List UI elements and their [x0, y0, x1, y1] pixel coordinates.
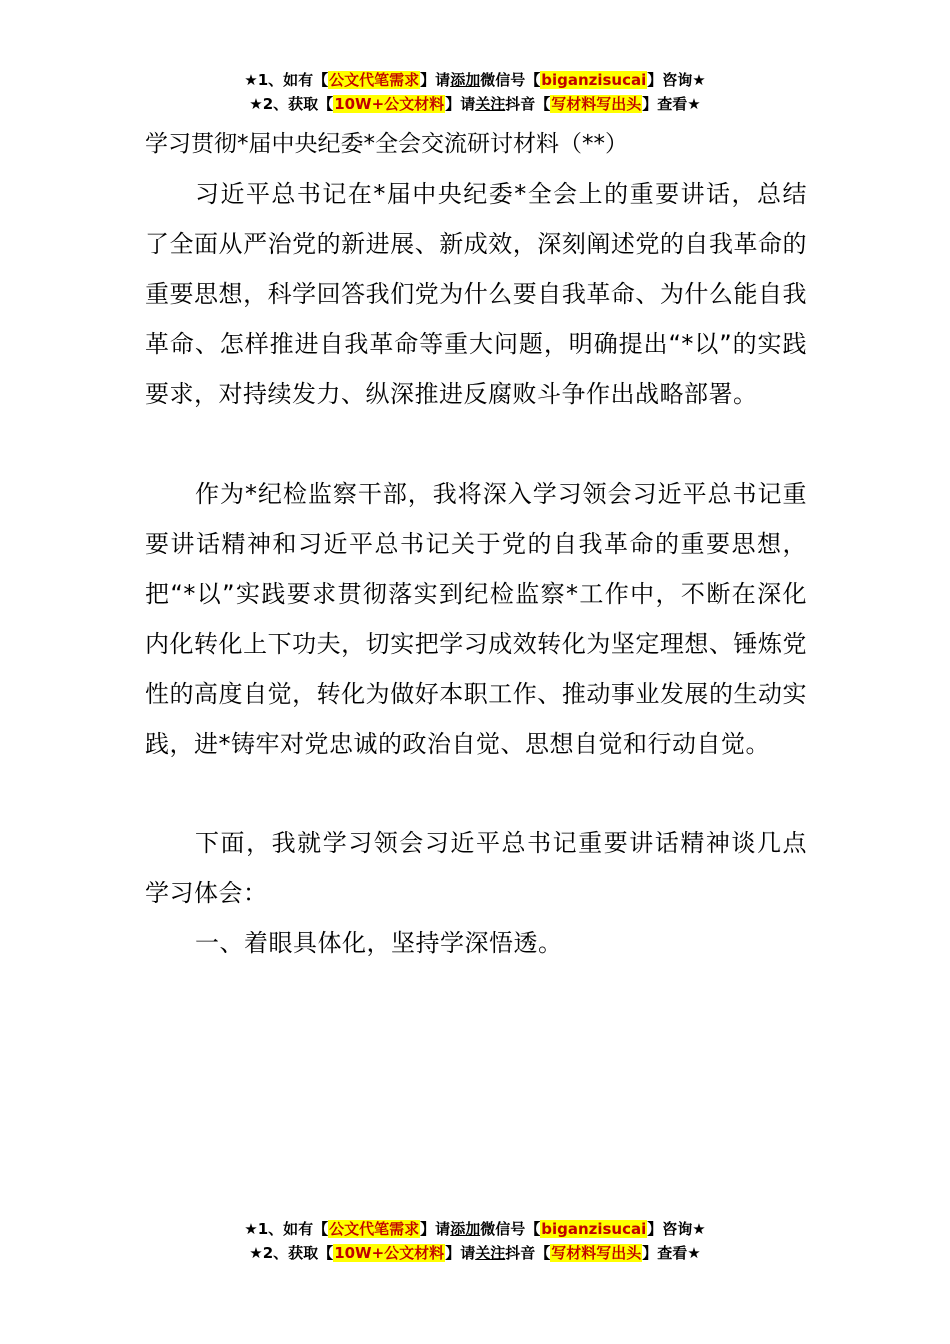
banner-douyin-id: 写材料写出头 — [551, 1244, 642, 1262]
banner-highlight: 10W+公文材料 — [334, 95, 445, 113]
banner-text: ★2、获取【 — [249, 1244, 334, 1262]
banner-text: 】咨询★ — [647, 1220, 706, 1238]
banner-line-2 — [0, 1241, 950, 1265]
banner-text: ★2、获取【 — [249, 95, 334, 113]
banner-line-1 — [0, 68, 950, 92]
banner-text: 】请 — [420, 1220, 451, 1238]
banner-text: 】查看★ — [642, 1244, 701, 1262]
banner-underline: 添加 — [450, 71, 481, 89]
document-title: 学习贯彻*届中央纪委*全会交流研讨材料（**） — [145, 131, 628, 157]
header-banner — [0, 68, 950, 116]
banner-wechat-id: biganzisucai — [541, 1220, 647, 1238]
banner-text: 】请 — [445, 1244, 476, 1262]
banner-underline: 关注 — [475, 95, 506, 113]
banner-text: 抖音【 — [505, 95, 551, 113]
banner-highlight: 公文代笔需求 — [329, 71, 420, 89]
banner-highlight: 10W+公文材料 — [334, 1244, 445, 1262]
banner-highlight: 公文代笔需求 — [329, 1220, 420, 1238]
banner-text: 】请 — [445, 95, 476, 113]
paragraph-2: 作为*纪检监察干部，我将深入学习领会习近平总书记重要讲话精神和习近平总书记关于党的自我革命的重要思想，把“*以”实践要求贯彻落实到纪检监察*工作中，不断在深化内化转化上下功夫，切实把学习成效转化为坚定理想、锤炼党性的高度自觉，转化为做好本职工作、推动事业发展的生动实践，进*铸牢对党忠诚的政治自觉、思想自觉和行动自觉。 — [145, 480, 807, 758]
banner-text: 抖音【 — [505, 1244, 551, 1262]
banner-underline: 添加 — [450, 1220, 481, 1238]
banner-line-2 — [0, 92, 950, 116]
banner-text: ★1、如有【 — [244, 71, 329, 89]
banner-text: 微信号【 — [480, 1220, 541, 1238]
banner-text: 】请 — [420, 71, 451, 89]
banner-underline: 关注 — [475, 1244, 506, 1262]
banner-text: 微信号【 — [480, 71, 541, 89]
banner-text: ★1、如有【 — [244, 1220, 329, 1238]
paragraph-1: 习近平总书记在*届中央纪委*全会上的重要讲话，总结了全面从严治党的新进展、新成效，深刻阐述党的自我革命的重要思想，科学回答我们党为什么要自我革命、为什么能自我革命、怎样推进自我革命等重大问题，明确提出“*以”的实践要求，对持续发力、纵深推进反腐败斗争作出战略部署。 — [145, 180, 807, 408]
paragraph-3: 下面，我就学习领会习近平总书记重要讲话精神谈几点学习体会： — [145, 829, 807, 907]
footer-banner — [0, 1217, 950, 1265]
banner-line-1 — [0, 1217, 950, 1241]
banner-douyin-id: 写材料写出头 — [551, 95, 642, 113]
banner-text: 】咨询★ — [647, 71, 706, 89]
banner-text: 】查看★ — [642, 95, 701, 113]
banner-wechat-id: biganzisucai — [541, 71, 647, 89]
section-heading-1: 一、着眼具体化，坚持学深悟透。 — [195, 929, 563, 957]
